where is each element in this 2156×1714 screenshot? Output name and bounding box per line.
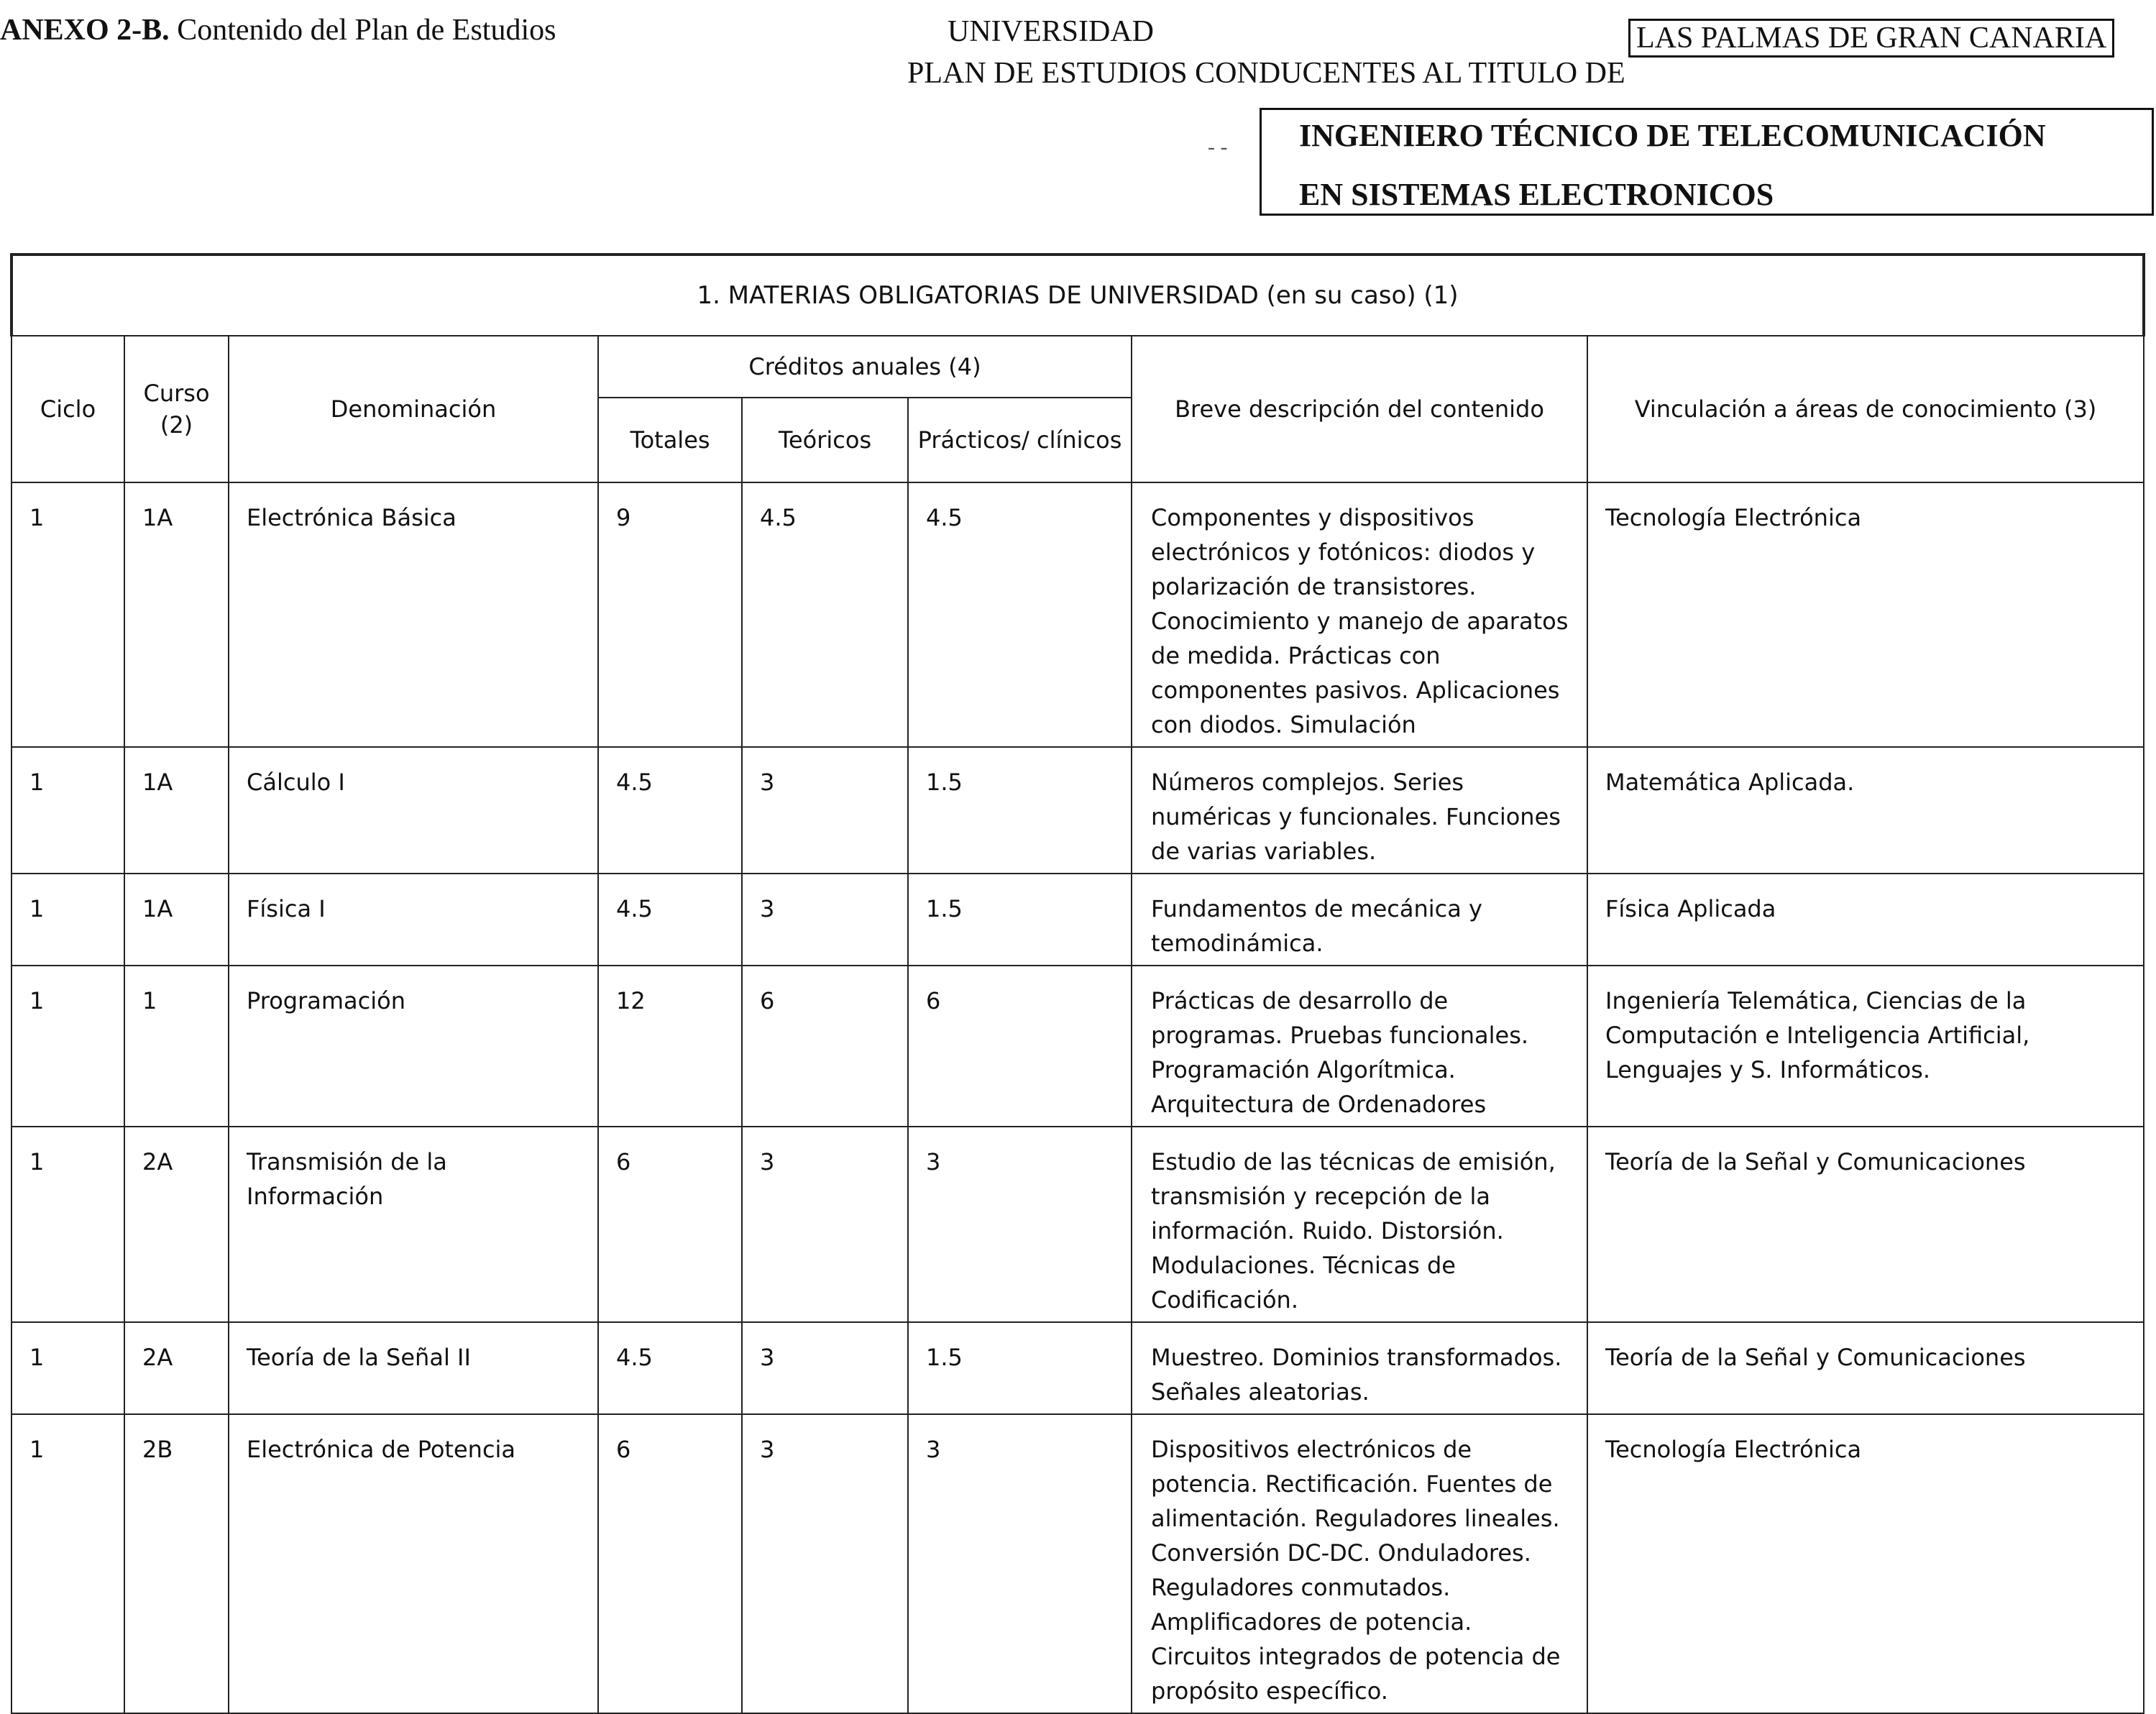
cell-ciclo: 1 [12, 1322, 124, 1414]
table-title: 1. MATERIAS OBLIGATORIAS DE UNIVERSIDAD (en su caso) (1) [12, 255, 2144, 336]
cell-denominacion: Electrónica de Potencia [229, 1414, 598, 1713]
cell-descripcion: Prácticas de desarrollo de programas. Pruebas funcionales. Programación Algorítmica. Arquitectura de Ordenadores [1132, 966, 1587, 1127]
cell-denominacion: Electrónica Básica [229, 482, 598, 747]
cell-practicos: 4.5 [908, 482, 1132, 747]
cell-ciclo: 1 [12, 747, 124, 874]
header-vinculacion: Vinculación a áreas de conocimiento (3) [1587, 336, 2144, 482]
cell-denominacion: Teoría de la Señal II [229, 1322, 598, 1414]
cell-teoricos: 3 [742, 1127, 908, 1322]
cell-practicos: 3 [908, 1127, 1132, 1322]
annex-title: Contenido del Plan de Estudios [177, 14, 556, 47]
cell-practicos: 1.5 [908, 747, 1132, 874]
header-curso: Curso (2) [124, 336, 229, 482]
cell-practicos: 6 [908, 966, 1132, 1127]
annex-heading [0, 13, 556, 47]
table-row [12, 966, 2144, 1127]
table-row [12, 747, 2144, 874]
cell-totales: 6 [598, 1127, 742, 1322]
cell-ciclo: 1 [12, 966, 124, 1127]
cell-vinculacion: Teoría de la Señal y Comunicaciones [1587, 1322, 2144, 1414]
cell-teoricos: 3 [742, 747, 908, 874]
cell-teoricos: 3 [742, 1414, 908, 1713]
header-denominacion: Denominación [229, 336, 598, 482]
cell-practicos: 1.5 [908, 874, 1132, 966]
cell-curso: 2A [124, 1322, 229, 1414]
university-label: UNIVERSIDAD [948, 15, 1154, 48]
cell-denominacion: Programación [229, 966, 598, 1127]
cell-ciclo: 1 [12, 1127, 124, 1322]
degree-title-box [1260, 108, 2154, 216]
scan-marks: - - [1208, 135, 1228, 159]
cell-vinculacion: Matemática Aplicada. [1587, 747, 2144, 874]
study-plan-table [10, 253, 2145, 1714]
degree-title-line-2: EN SISTEMAS ELECTRONICOS [1299, 177, 1774, 212]
cell-totales: 4.5 [598, 747, 742, 874]
cell-practicos: 1.5 [908, 1322, 1132, 1414]
cell-totales: 9 [598, 482, 742, 747]
cell-descripcion: Dispositivos electrónicos de potencia. Rectificación. Fuentes de alimentación. Reguladores lineales. Conversión DC-DC. Onduladores. Reguladores conmutados. Amplificadores de potencia. Circuitos integrados de potencia de propósito específico. [1132, 1414, 1587, 1713]
cell-descripcion: Estudio de las técnicas de emisión, transmisión y recepción de la información. Ruido. Distorsión. Modulaciones. Técnicas de Codificación. [1132, 1127, 1587, 1322]
table-row [12, 1414, 2144, 1713]
cell-denominacion: Transmisión de la Información [229, 1127, 598, 1322]
cell-totales: 6 [598, 1414, 742, 1713]
table-row [12, 482, 2144, 747]
university-name: LAS PALMAS DE GRAN CANARIA [1628, 19, 2114, 58]
cell-descripcion: Fundamentos de mecánica y temodinámica. [1132, 874, 1587, 966]
cell-teoricos: 6 [742, 966, 908, 1127]
cell-vinculacion: Ingeniería Telemática, Ciencias de la Computación e Inteligencia Artificial, Lenguajes y S. Informáticos. [1587, 966, 2144, 1127]
table-row [12, 1322, 2144, 1414]
header-totales: Totales [598, 398, 742, 482]
header-ciclo: Ciclo [12, 336, 124, 482]
cell-teoricos: 3 [742, 1322, 908, 1414]
cell-teoricos: 3 [742, 874, 908, 966]
cell-denominacion: Cálculo I [229, 747, 598, 874]
cell-ciclo: 1 [12, 1414, 124, 1713]
cell-curso: 2B [124, 1414, 229, 1713]
header-descripcion: Breve descripción del contenido [1132, 336, 1587, 482]
cell-practicos: 3 [908, 1414, 1132, 1713]
header-creditos: Créditos anuales (4) [598, 336, 1132, 398]
cell-vinculacion: Física Aplicada [1587, 874, 2144, 966]
plan-heading: PLAN DE ESTUDIOS CONDUCENTES AL TITULO DE [907, 57, 1625, 90]
header-practicos: Prácticos/ clínicos [908, 398, 1132, 482]
cell-curso: 2A [124, 1127, 229, 1322]
cell-vinculacion: Tecnología Electrónica [1587, 482, 2144, 747]
cell-vinculacion: Teoría de la Señal y Comunicaciones [1587, 1127, 2144, 1322]
cell-curso: 1A [124, 747, 229, 874]
cell-totales: 4.5 [598, 874, 742, 966]
cell-curso: 1A [124, 482, 229, 747]
header-teoricos: Teóricos [742, 398, 908, 482]
cell-vinculacion: Tecnología Electrónica [1587, 1414, 2144, 1713]
cell-curso: 1A [124, 874, 229, 966]
cell-denominacion: Física I [229, 874, 598, 966]
table-row [12, 1127, 2144, 1322]
cell-ciclo: 1 [12, 482, 124, 747]
cell-descripcion: Muestreo. Dominios transformados. Señales aleatorias. [1132, 1322, 1587, 1414]
annex-number: ANEXO 2-B. [0, 14, 170, 47]
cell-descripcion: Números complejos. Series numéricas y funcionales. Funciones de varias variables. [1132, 747, 1587, 874]
cell-ciclo: 1 [12, 874, 124, 966]
degree-title-line-1: INGENIERO TÉCNICO DE TELECOMUNICACIÓN [1299, 118, 2046, 153]
cell-descripcion: Componentes y dispositivos electrónicos y fotónicos: diodos y polarización de transistores. Conocimiento y manejo de aparatos de medida. Prácticas con componentes pasivos. Aplicaciones con diodos. Simulación [1132, 482, 1587, 747]
cell-totales: 12 [598, 966, 742, 1127]
cell-curso: 1 [124, 966, 229, 1127]
cell-totales: 4.5 [598, 1322, 742, 1414]
table-row [12, 874, 2144, 966]
cell-teoricos: 4.5 [742, 482, 908, 747]
